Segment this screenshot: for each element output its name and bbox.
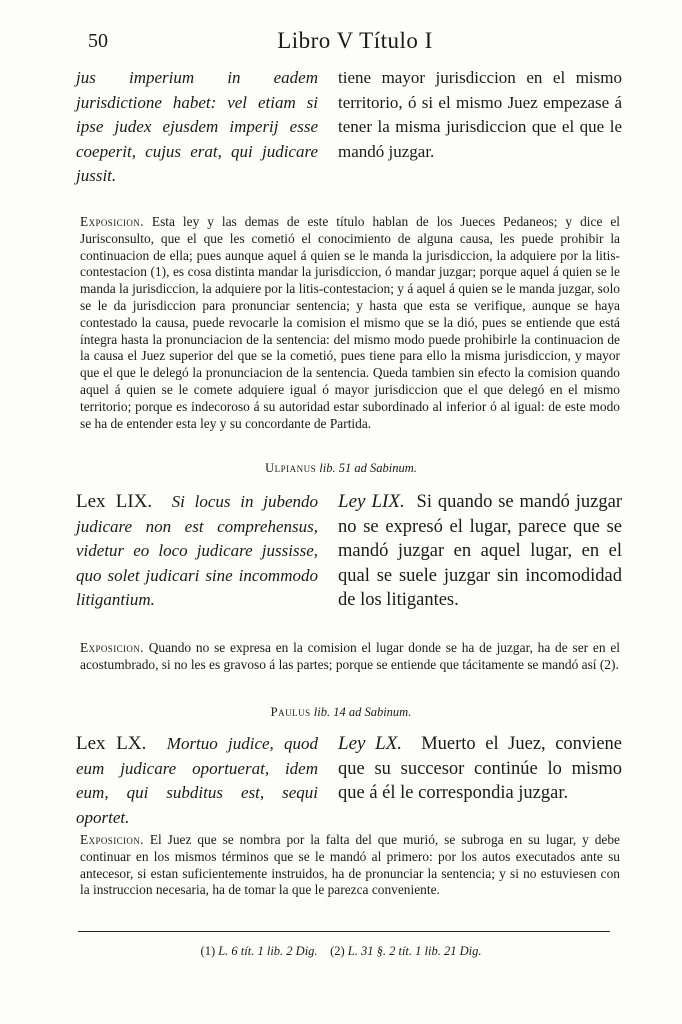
exposition-2	[80, 640, 620, 674]
attribution-ad: ad Sabinum.	[354, 461, 417, 475]
attribution-book: lib. 51	[319, 461, 352, 475]
footnote-2-mark: (2)	[330, 944, 345, 958]
exposition-heading: Exposicion.	[80, 214, 144, 229]
page-number: 50	[88, 30, 108, 52]
lex-59-latin	[76, 490, 318, 613]
latin-text: jus imperium in eadem jurisdictione habet: vel etiam si ipse judex ejusdem imperij esse coeperit, cujus erat, qui judicare jussit.	[76, 68, 318, 185]
lex-59-spanish-label: Ley LIX.	[338, 491, 405, 512]
exposition-heading: Exposicion.	[80, 832, 144, 847]
lex-60-latin-label: Lex LX.	[76, 733, 147, 754]
attribution-ad: ad Sabinum.	[348, 705, 412, 719]
running-head: Libro V Título I	[277, 28, 433, 53]
lex-59-spanish	[338, 490, 622, 613]
lex-60-block	[76, 732, 622, 830]
exposition-1	[80, 214, 620, 432]
lex-59-latin-text: Si locus in jubendo judicare non est comprehensus, videtur eo loco judicare jussisse, quo solet judicari sine incommodo litigantium.	[76, 492, 318, 609]
footnote-1-ref: L. 6 tít. 1 lib. 2 Dig.	[218, 944, 318, 958]
parallel-text-block-1	[76, 66, 622, 189]
lex-60-spanish-label: Ley LX.	[338, 733, 403, 754]
footnote-2-ref: L. 31 §. 2 tít. 1 lib. 21 Dig.	[347, 944, 482, 958]
lex-60-latin	[76, 732, 318, 830]
exposition-text: Esta ley y las demas de este título hablan de los Jueces Pedaneos; y dice el Jurisconsulto, que el que les cometió el conocimiento de alguna causa, les puede prohibir la continuacion de ella; pues aunque aquel á quien se le manda la jurisdiccion, la adquiere por la litis-contestacion (1), es cosa distinta mandar la jurisdiccion, ó mandar juzgar; porque aquel á quien se le manda la jurisdiccion, la adquiere por la litis-contestacion; y á aquel á quien se le manda juzgar, solo se le da jurisdiccion para pronunciar sentencia; y hasta que esta se verifique, aunque se haya contestado la causa, puede revocarle la comision el mismo que se la dió, pues se entiende que está íntegra hasta la pronunciacion de la sentencia: del mismo modo puede prohibirle la continuacion de la causa el Juez superior del que se la cometió, pues tiene para ello la misma jurisdiccion, y mayor que el que le delegó la pronunciacion de la sentencia. Queda tambien sin efecto la comision quando aquel á quien se le comete adquiere igual ó mayor jurisdiccion que el que delegó en el mismo territorio; porque es indecoroso á su autoridad estar subordinado al inferior ó al igual: de este modo se ha de entender esta ley y su concordante de Partida.	[80, 214, 621, 431]
lex-59-spanish-text: Si quando se mandó juzgar no se expresó el lugar, parece que se mandó juzgar en aquel lugar, en el qual se suele juzgar sin incomodidad de los litigantes.	[338, 492, 623, 610]
exposition-text: Quando no se expresa en la comision el lugar donde se ha de juzgar, ha de ser en el acostumbrado, si no les es gravoso á las partes; porque se entiende que tácitamente se mandó así (2).	[80, 640, 620, 672]
spanish-text: tiene mayor jurisdiccion en el mismo territorio, ó si el mismo Juez empezase á tener la misma jurisdiccion que el que le mandó juzgar.	[338, 68, 622, 161]
attribution-author: Ulpianus	[265, 461, 317, 475]
footnote-divider	[78, 931, 610, 932]
lex-60-spanish	[338, 732, 622, 830]
attribution-book: lib. 14	[313, 705, 346, 719]
lex-60-latin-text: Mortuo judice, quod eum judicare oportuerat, idem eum, qui subditus est, sequi oportet.	[76, 734, 318, 827]
exposition-3	[80, 832, 620, 899]
exposition-heading: Exposicion.	[80, 640, 144, 655]
footnotes	[0, 944, 682, 959]
page-header	[88, 28, 622, 58]
footnote-1-mark: (1)	[200, 944, 216, 958]
attribution-paulus	[0, 705, 682, 720]
exposition-text: El Juez que se nombra por la falta del que murió, se subroga en su lugar, y debe continuar en los mismos términos que se le mandó al primero: por los autos executados ante su antecesor, si estan suficientemente instruidos, ha de pronunciar la sentencia; y si no estuviesen con la instruccion necesaria, ha de tomar la que le parezca conveniente.	[80, 832, 620, 898]
attribution-author: Paulus	[270, 705, 311, 719]
attribution-ulpianus	[0, 461, 682, 476]
lex-59-block	[76, 490, 622, 613]
lex-60-spanish-text: Muerto el Juez, conviene que su succesor continúe lo mismo que á él le correspondia juzgar.	[338, 734, 622, 803]
lex-59-latin-label: Lex LIX.	[76, 491, 153, 512]
